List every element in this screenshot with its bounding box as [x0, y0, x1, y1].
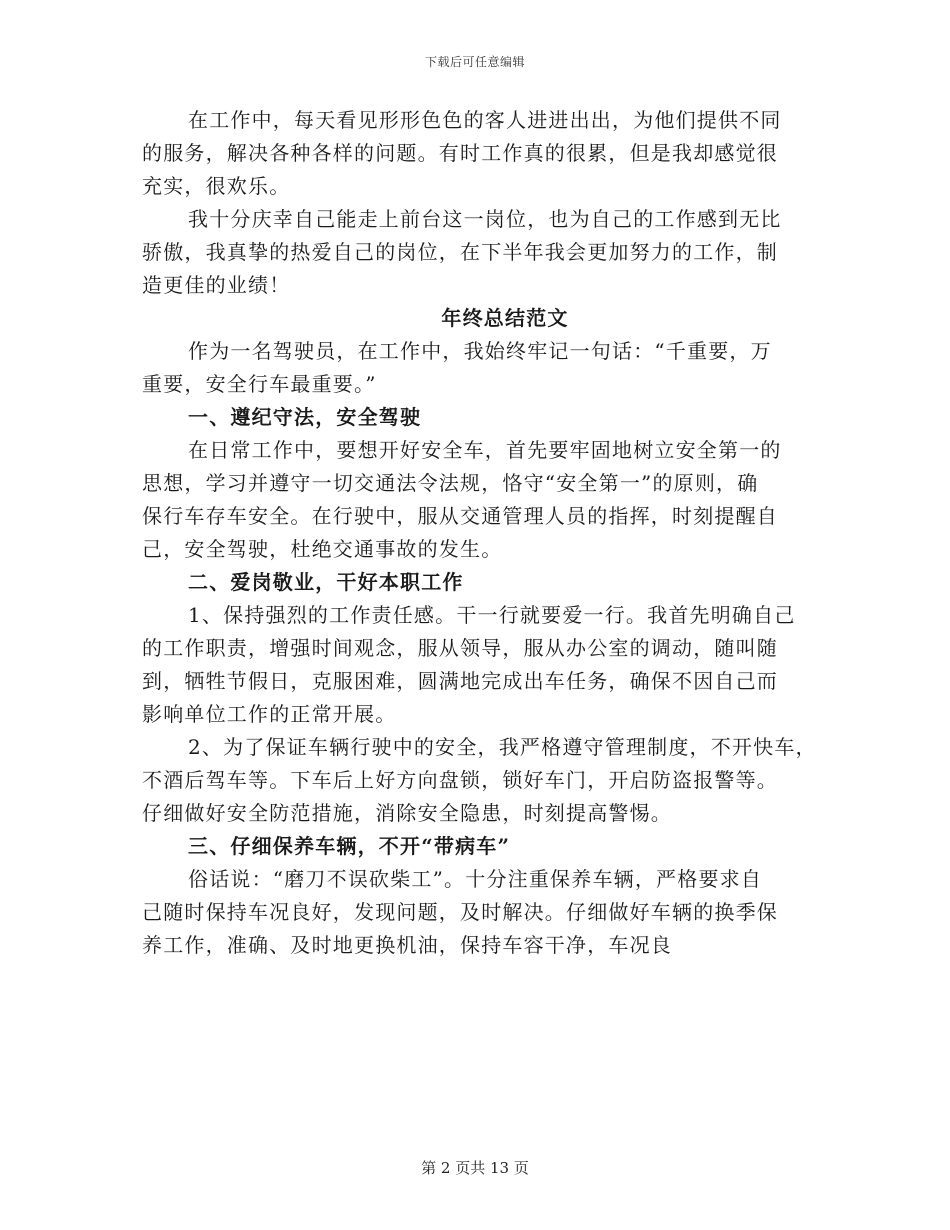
text-line: 仔细做好安全防范措施，消除安全隐患，时刻提高警惕。	[142, 801, 672, 825]
text-line: 2、为了保证车辆行驶中的安全，我严格遵守管理制度，不开快车，	[188, 735, 817, 759]
text-line: 在工作中，每天看见形形色色的客人进进出出，为他们提供不同	[188, 108, 782, 132]
section-heading: 一、遵纪守法，安全驾驶	[188, 405, 422, 429]
text-line: 俗话说：“磨刀不误砍柴工”。十分注重保养车辆，严格要求自	[188, 867, 763, 891]
text-line: 养工作，准确、及时地更换机油，保持车容干净，车况良	[142, 933, 672, 957]
text-line: 的服务，解决各种各样的问题。有时工作真的很累，但是我却感觉很	[142, 141, 778, 165]
document-body	[142, 104, 817, 962]
text-line: 充实，很欢乐。	[142, 174, 291, 198]
text-line: 1、保持强烈的工作责任感。干一行就要爱一行。我首先明确自己	[188, 603, 796, 627]
document-title: 年终总结范文	[441, 306, 569, 330]
text-line: 保行车存车安全。在行驶中，服从交通管理人员的指挥，时刻提醒自	[142, 504, 778, 528]
text-line: 影响单位工作的正常开展。	[142, 702, 397, 726]
text-line: 在日常工作中，要想开好安全车，首先要牢固地树立安全第一的	[188, 438, 782, 462]
text-line: 不酒后驾车等。下车后上好方向盘锁，锁好车门，开启防盗报警等。	[142, 768, 778, 792]
text-line: 作为一名驾驶员，在工作中，我始终牢记一句话：“千重要，万	[188, 339, 772, 363]
section-heading: 二、爱岗敬业，干好本职工作	[188, 570, 464, 594]
text-line: 我十分庆幸自己能走上前台这一岗位，也为自己的工作感到无比	[188, 207, 782, 231]
text-line: 的工作职责，增强时间观念，服从领导，服从办公室的调动，随叫随	[142, 636, 778, 660]
text-line: 造更佳的业绩！	[142, 273, 291, 297]
text-line: 己，安全驾驶，杜绝交通事故的发生。	[142, 537, 503, 561]
page-header: 下载后可任意编辑	[424, 55, 525, 69]
page-footer: 第 2 页共 13 页	[421, 1159, 529, 1177]
text-line: 重要，安全行车最重要。”	[142, 372, 377, 396]
text-line: 思想，学习并遵守一切交通法令法规，恪守“安全第一”的原则，确	[142, 471, 759, 495]
text-line: 己随时保持车况良好，发现问题，及时解决。仔细做好车辆的换季保	[142, 900, 778, 924]
section-heading: 三、仔细保养车辆，不开“带病车”	[188, 834, 511, 858]
text-line: 到，牺牲节假日，克服困难，圆满地完成出车任务，确保不因自己而	[142, 669, 778, 693]
text-line: 骄傲，我真挚的热爱自己的岗位，在下半年我会更加努力的工作，制	[142, 240, 778, 264]
